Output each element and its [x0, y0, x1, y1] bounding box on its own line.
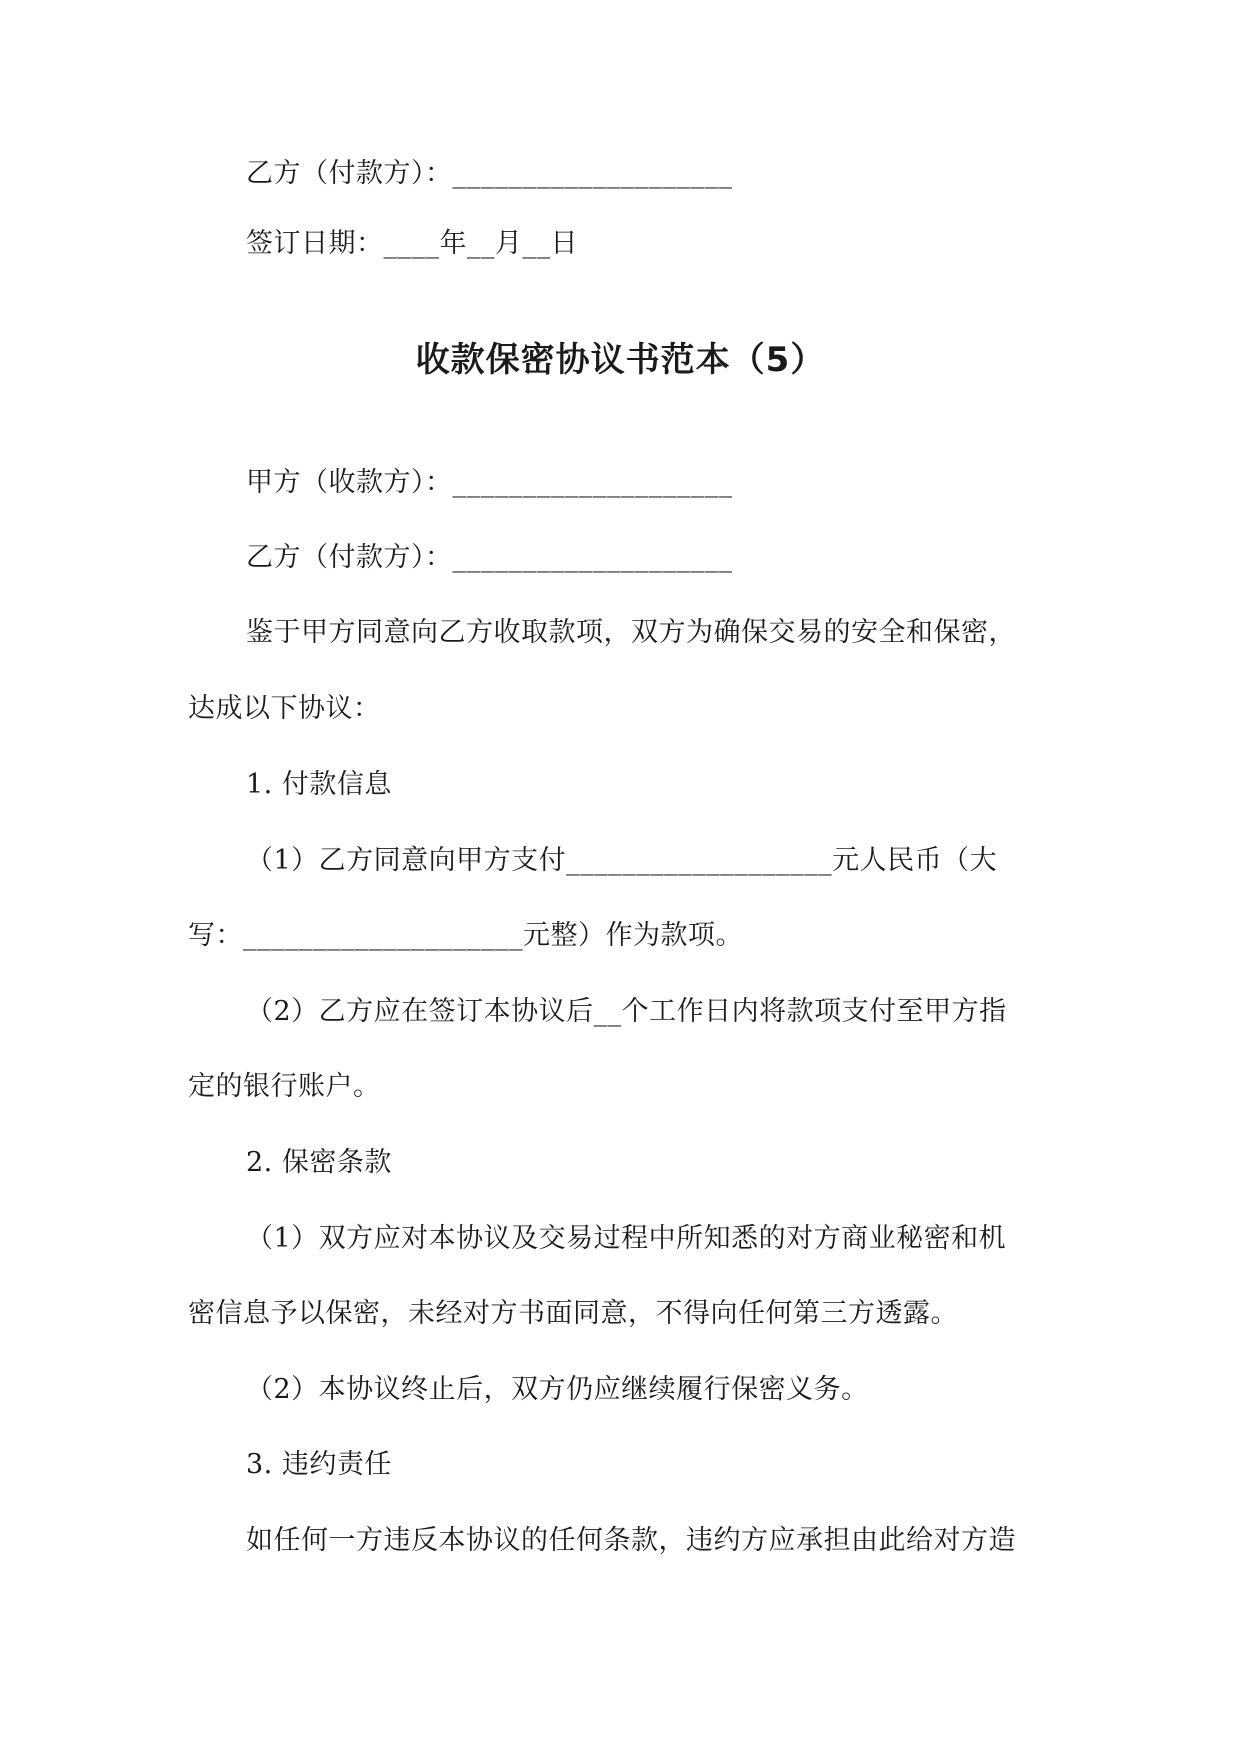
section-2-clause-1-line-2: 密信息予以保密，未经对方书面同意，不得向任何第三方透露。 [188, 1298, 958, 1329]
section-2-heading: 2. 保密条款 [246, 1147, 392, 1178]
intro-paragraph-line-2: 达成以下协议： [188, 693, 381, 724]
section-3-paragraph-line-1: 如任何一方违反本协议的任何条款，违约方应承担由此给对方造 [246, 1525, 1016, 1556]
section-1-clause-2-line-1: （2）乙方应在签订本协议后__个工作日内将款项支付至甲方指 [246, 996, 1007, 1027]
section-1-clause-1-line-1: （1）乙方同意向甲方支付___________________元人民币（大 [246, 845, 998, 876]
intro-paragraph-line-1: 鉴于甲方同意向乙方收取款项，双方为确保交易的安全和保密， [246, 617, 1016, 648]
party-b-line-top: 乙方（付款方）：____________________ [246, 158, 733, 189]
section-1-heading: 1. 付款信息 [246, 769, 392, 800]
document-title: 收款保密协议书范本（5） [415, 340, 826, 380]
section-1-clause-1-line-2: 写：____________________元整）作为款项。 [188, 920, 743, 951]
section-1-clause-2-line-2: 定的银行账户。 [188, 1071, 381, 1102]
section-2-clause-2: （2）本协议终止后，双方仍应继续履行保密义务。 [246, 1374, 869, 1405]
section-3-heading: 3. 违约责任 [246, 1449, 392, 1480]
section-2-clause-1-line-1: （1）双方应对本协议及交易过程中所知悉的对方商业秘密和机 [246, 1223, 1007, 1254]
party-b-line: 乙方（付款方）：____________________ [246, 542, 733, 573]
party-a-line: 甲方（收款方）：____________________ [246, 467, 733, 498]
sign-date-line: 签订日期：____年__月__日 [246, 228, 578, 259]
